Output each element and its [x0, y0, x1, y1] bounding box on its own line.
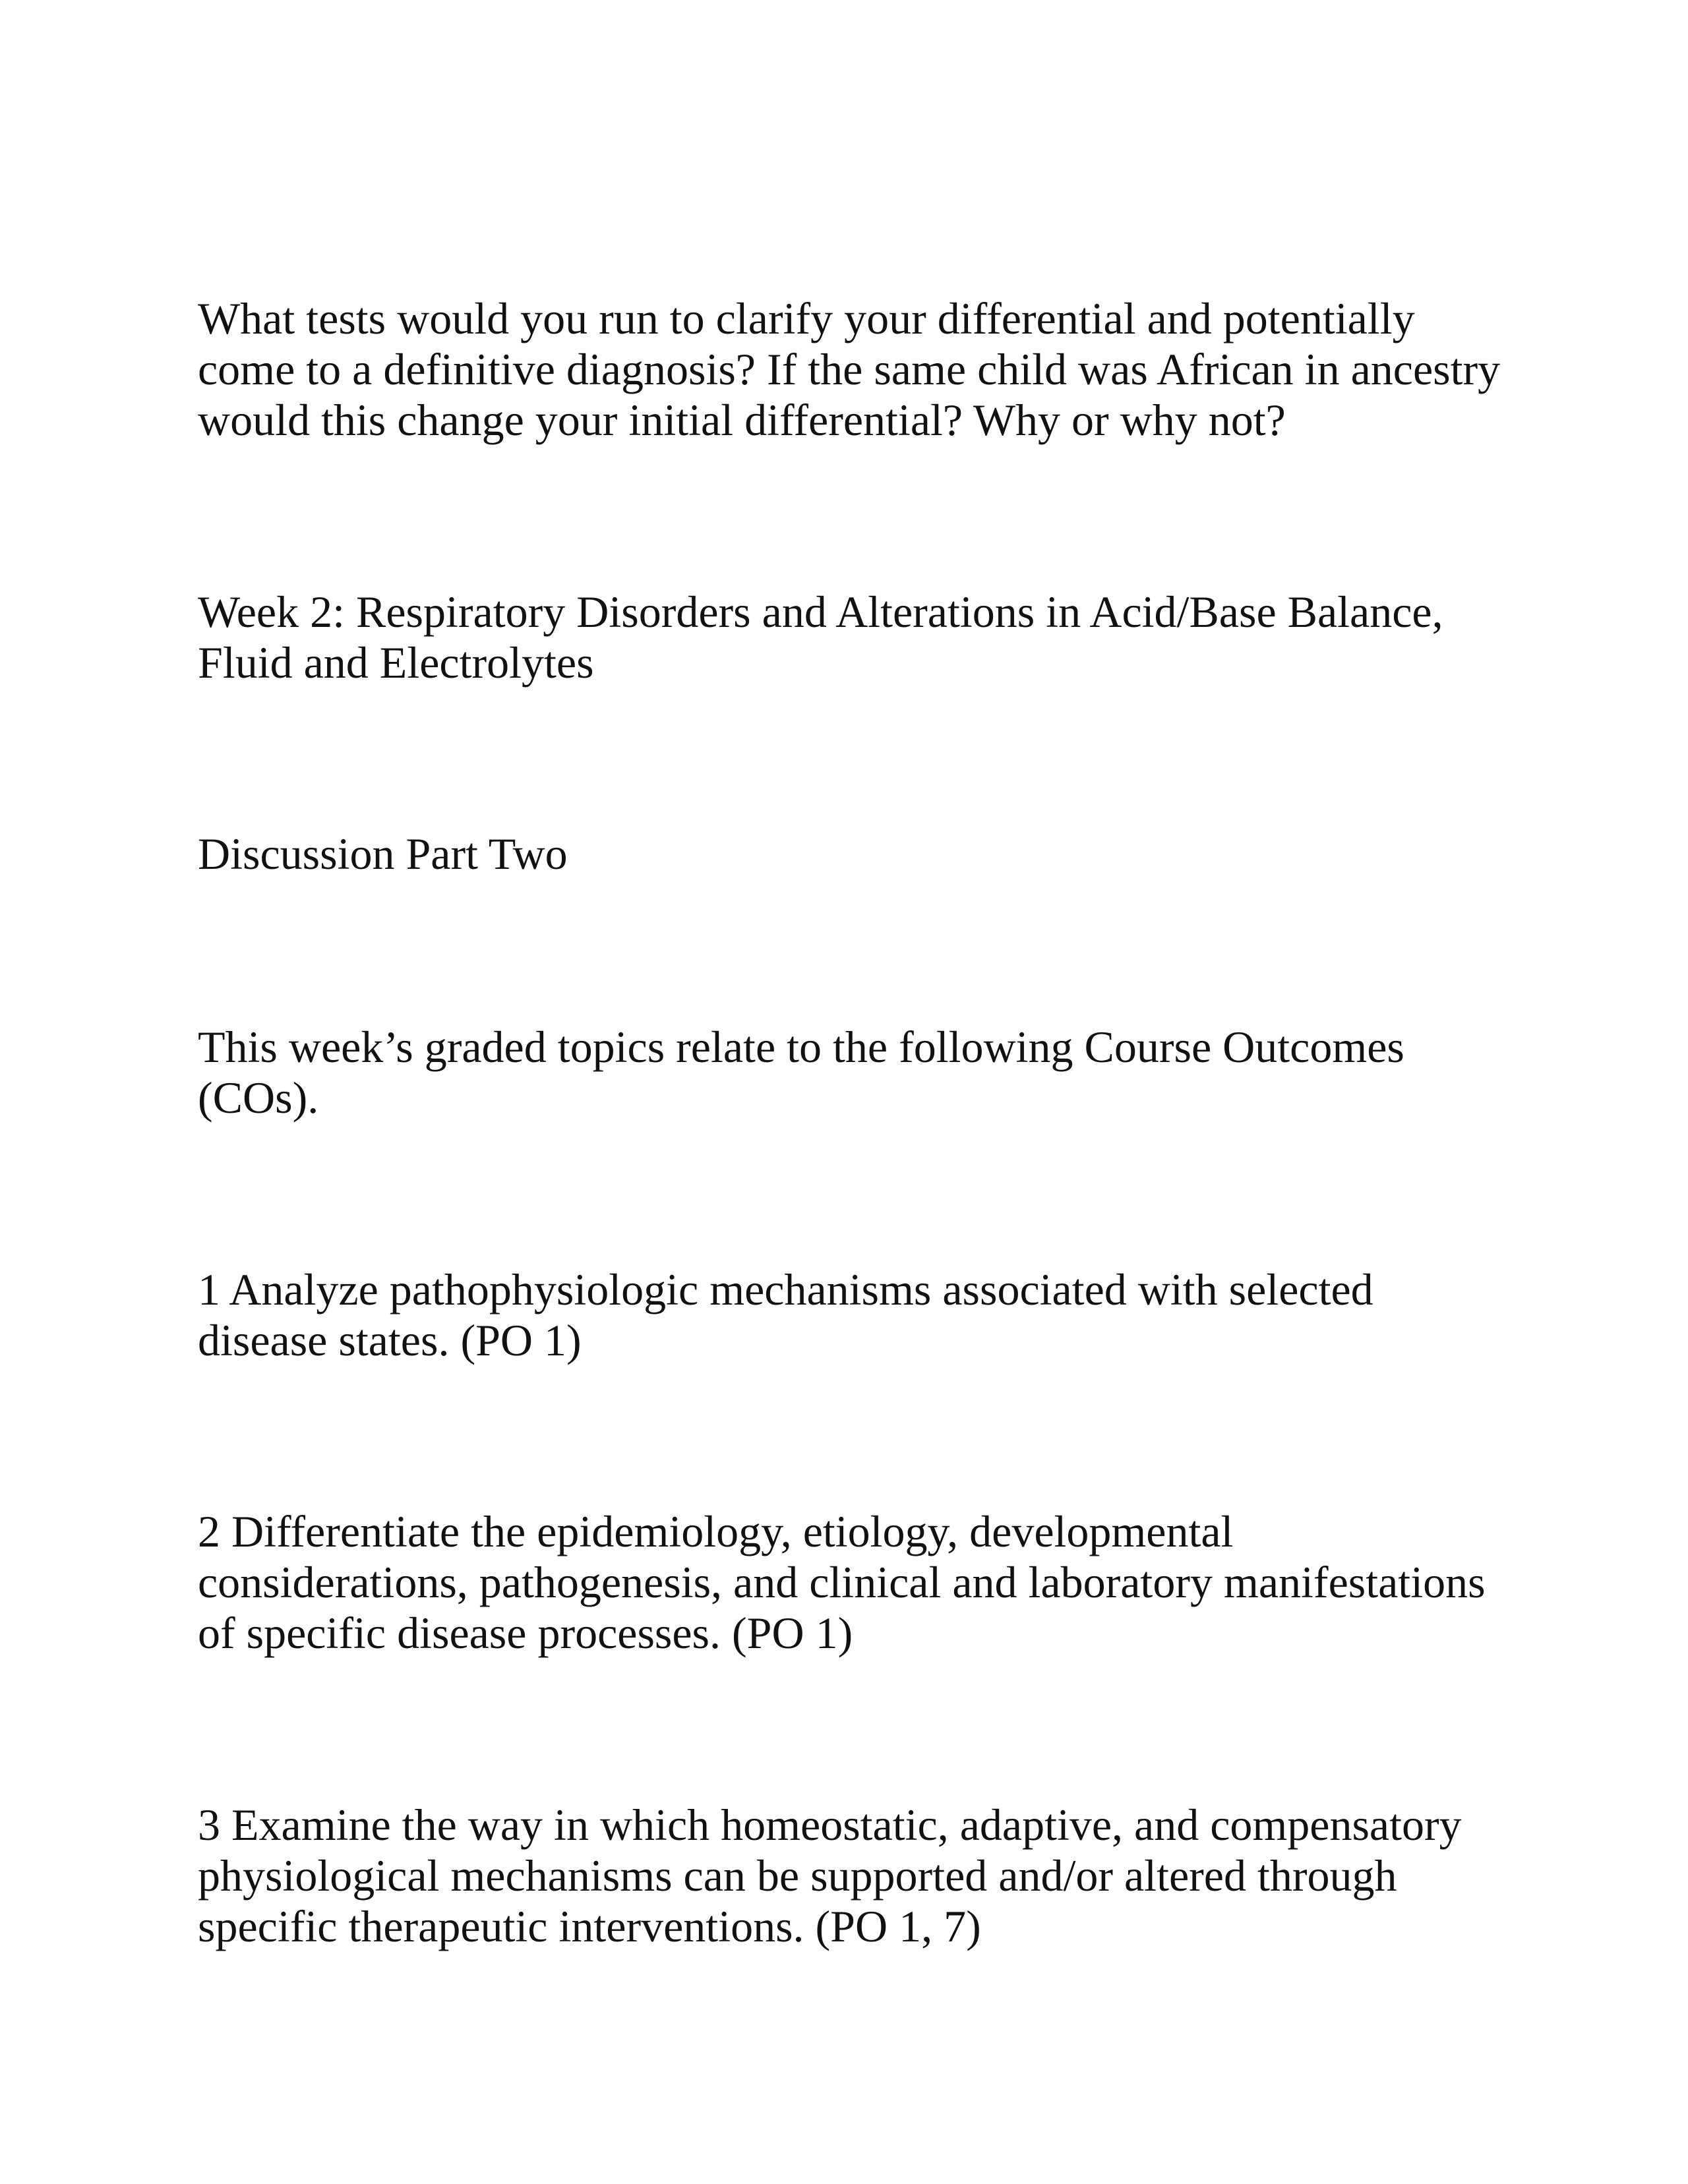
- text-line: 3 Examine the way in which homeostatic, adaptive, and compensatory: [198, 1800, 1462, 1850]
- question-paragraph: [198, 293, 1543, 446]
- course-outcome-1: [198, 1264, 1543, 1366]
- text-line: specific therapeutic interventions. (PO 1, 7): [198, 1901, 981, 1951]
- course-outcome-3: [198, 1800, 1543, 1952]
- text-line: Discussion Part Two: [198, 829, 568, 879]
- course-outcomes-intro: [198, 1022, 1543, 1123]
- text-line: 2 Differentiate the epidemiology, etiology, developmental: [198, 1506, 1234, 1556]
- text-line: What tests would you run to clarify your differential and potentially: [198, 293, 1415, 343]
- text-line: considerations, pathogenesis, and clinical and laboratory manifestations: [198, 1557, 1486, 1607]
- text-line: Week 2: Respiratory Disorders and Alterations in Acid/Base Balance,: [198, 587, 1443, 637]
- text-line: come to a definitive diagnosis? If the same child was African in ancestry: [198, 344, 1501, 394]
- text-line: This week’s graded topics relate to the following Course Outcomes: [198, 1022, 1404, 1072]
- discussion-heading: [198, 829, 1543, 879]
- text-line: Fluid and Electrolytes: [198, 637, 594, 688]
- text-line: 1 Analyze pathophysiologic mechanisms associated with selected: [198, 1264, 1373, 1314]
- text-line: of specific disease processes. (PO 1): [198, 1608, 853, 1658]
- course-outcome-2: [198, 1506, 1543, 1659]
- text-line: physiological mechanisms can be supported and/or altered through: [198, 1850, 1397, 1901]
- text-line: would this change your initial differential? Why or why not?: [198, 395, 1286, 445]
- text-line: disease states. (PO 1): [198, 1315, 582, 1365]
- text-line: (COs).: [198, 1073, 319, 1123]
- week-heading: [198, 587, 1543, 688]
